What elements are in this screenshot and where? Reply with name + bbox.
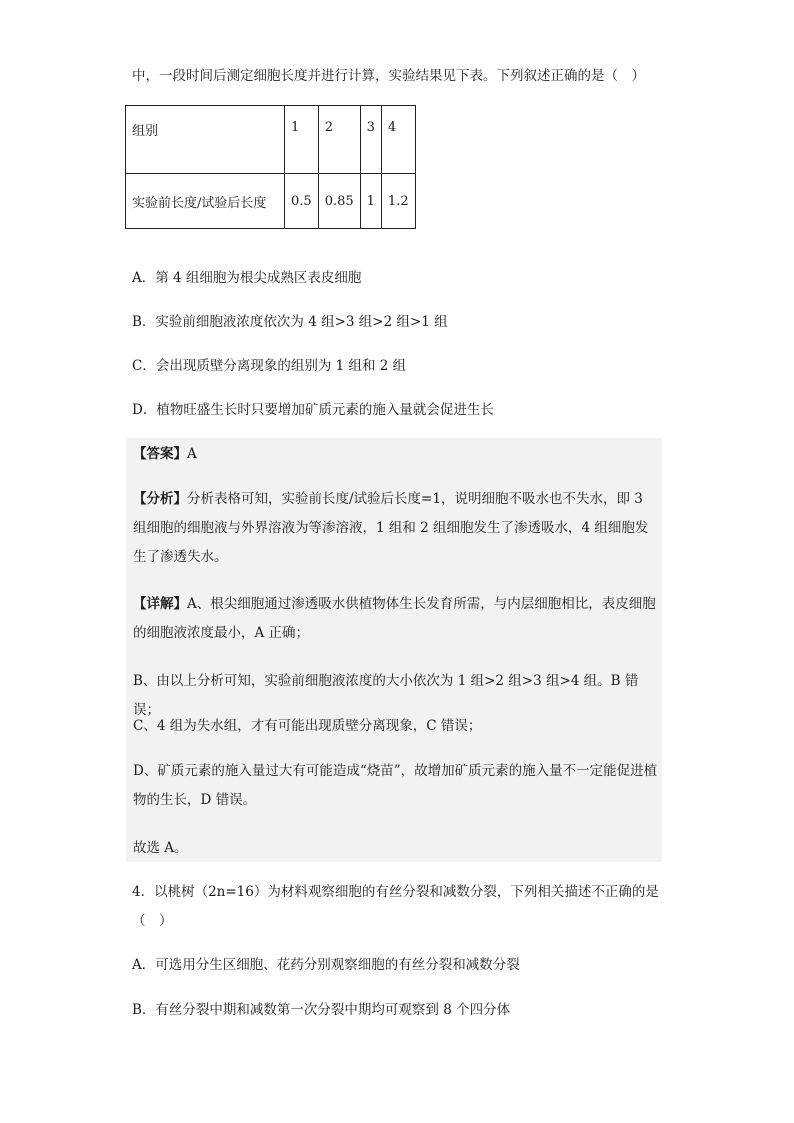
- answer-value: A: [187, 446, 197, 462]
- question-4-option-b: B．有丝分裂中期和减数第一次分裂中期均可观察到 8 个四分体: [132, 1002, 511, 1018]
- table-group-3: 3: [360, 106, 381, 174]
- analysis-paragraph: [133, 485, 658, 572]
- question-intro: 中，一段时间后测定细胞长度并进行计算，实验结果见下表。下列叙述正确的是（ ）: [132, 68, 645, 84]
- conclusion: 故选 A。: [133, 840, 188, 856]
- question-4-option-a: A．可选用分生区细胞、花药分别观察细胞的有丝分裂和减数分裂: [132, 957, 520, 973]
- option-d: D．植物旺盛生长时只要增加矿质元素的施入量就会促进生长: [132, 402, 494, 418]
- option-b: B．实验前细胞液浓度依次为 4 组>3 组>2 组>1 组: [132, 314, 448, 330]
- option-a: A．第 4 组细胞为根尖成熟区表皮细胞: [132, 270, 362, 286]
- table-value-3: 1: [360, 174, 381, 229]
- analysis-tag: 【分析】: [133, 491, 187, 507]
- table-value-4: 1.2: [381, 174, 415, 229]
- answer-explanation-box: [126, 438, 662, 862]
- table-row-header: [126, 106, 416, 174]
- table-group-4: 4: [381, 106, 415, 174]
- detail-tag: 【详解】: [133, 596, 187, 612]
- results-table: [125, 105, 416, 229]
- detail-paragraph-d: D、矿质元素的施入量过大有可能造成“烧苗”，故增加矿质元素的施入量不一定能促进植物的生长，D 错误。: [133, 763, 658, 808]
- detail-a-text: A、根尖细胞通过渗透吸水供植物体生长发育所需，与内层细胞相比，表皮细胞的细胞液浓度最小，A 正确；: [133, 596, 656, 641]
- table-group-2: 2: [318, 106, 360, 174]
- detail-paragraph-c: C、4 组为失水组，才有可能出现质壁分离现象，C 错误；: [133, 718, 482, 734]
- table-header-label: 组别: [126, 106, 285, 174]
- table-group-1: 1: [285, 106, 319, 174]
- question-4-stem: 4．以桃树（2n=16）为材料观察细胞的有丝分裂和减数分裂，下列相关描述不正确的是（ ）: [132, 884, 659, 929]
- table-value-1: 0.5: [285, 174, 319, 229]
- option-c: C．会出现质壁分离现象的组别为 1 组和 2 组: [132, 358, 407, 374]
- answer-tag: 【答案】: [133, 446, 187, 462]
- table-row-label: 实验前长度/试验后长度: [126, 174, 285, 229]
- analysis-text: 分析表格可知，实验前长度/试验后长度=1，说明细胞不吸水也不失水，即 3 组细胞的细胞液与外界溶液为等渗溶液，1 组和 2 组细胞发生了渗透吸水，4 组细胞发生了渗透失水。: [133, 491, 649, 565]
- answer-line: [133, 440, 658, 469]
- table-value-2: 0.85: [318, 174, 360, 229]
- table-row-values: [126, 174, 416, 229]
- detail-paragraph-a: [133, 590, 658, 648]
- detail-paragraph-b: B、由以上分析可知，实验前细胞液浓度的大小依次为 1 组>2 组>3 组>4 组。B 错误；: [133, 673, 639, 718]
